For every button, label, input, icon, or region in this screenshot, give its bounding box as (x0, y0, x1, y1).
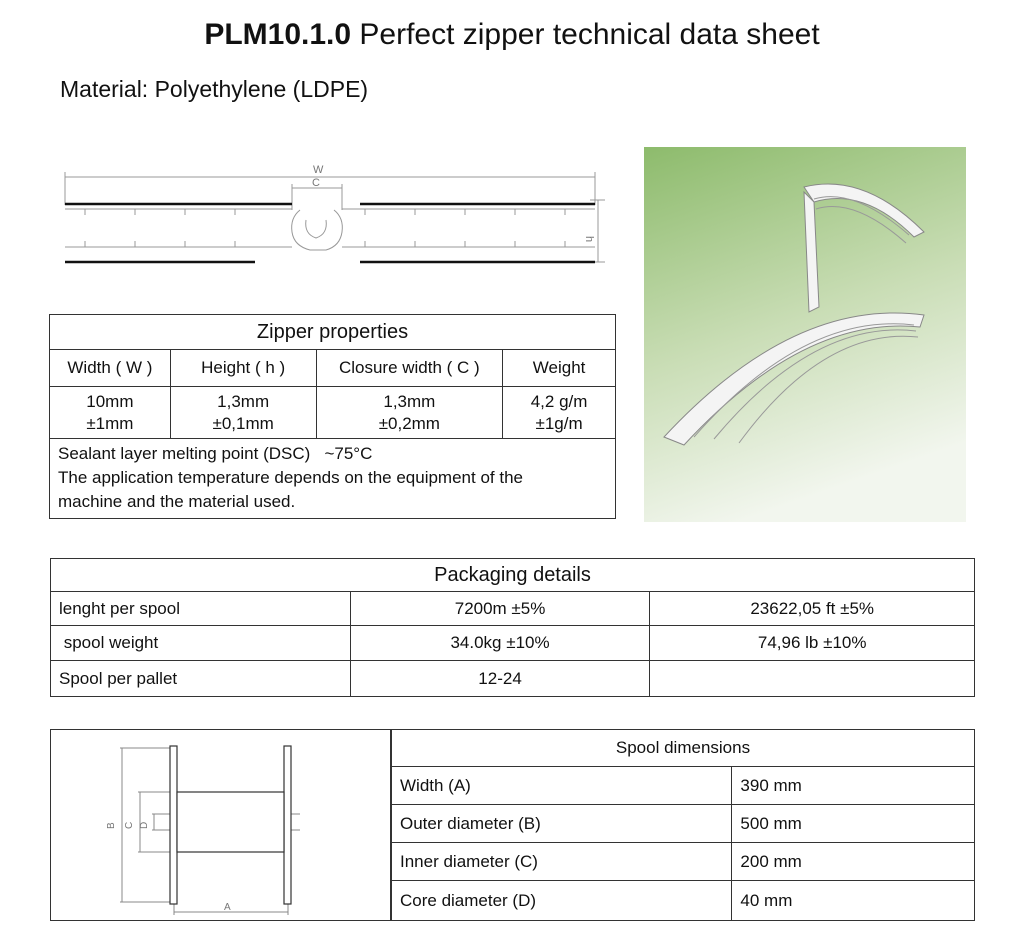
label-c: C (124, 821, 135, 829)
length-metric: 7200m ±5% (350, 592, 650, 626)
length-imperial: 23622,05 ft ±5% (650, 592, 975, 626)
note-line: Sealant layer melting point (DSC) ~75°C (58, 444, 373, 463)
zipper-properties-table (49, 314, 616, 519)
tolerance-text: ±0,2mm (378, 413, 440, 433)
weight-label: spool weight (51, 626, 351, 661)
tolerance-text: ±1g/m (535, 413, 583, 433)
outer-diameter-value: 500 mm (732, 805, 975, 843)
outer-diameter-label: Outer diameter (B) (392, 805, 732, 843)
value-text: 10mm (86, 391, 134, 411)
material-line: Material: Polyethylene (LDPE) (60, 76, 369, 102)
label-h: h (583, 236, 595, 243)
core-diameter-label: Core diameter (D) (392, 881, 732, 921)
value-weight (503, 387, 616, 439)
value-text: 1,3mm (217, 391, 270, 411)
note-line: The application temperature depends on the equipment of the (58, 468, 523, 487)
header-width: Width ( W ) (50, 350, 171, 387)
value-text: 4,2 g/m (530, 391, 588, 411)
value-width (50, 387, 171, 439)
length-label: lenght per spool (51, 592, 351, 626)
label-c: C (312, 177, 320, 189)
label-a: A (224, 902, 231, 913)
header-closure-width: Closure width ( C ) (316, 350, 503, 387)
page-title (0, 18, 1024, 52)
inner-diameter-value: 200 mm (732, 843, 975, 881)
spool-dimensions-title: Spool dimensions (392, 730, 975, 767)
header-weight: Weight (503, 350, 616, 387)
pallet-label: Spool per pallet (51, 661, 351, 697)
title-text: Perfect zipper technical data sheet (351, 18, 820, 51)
packaging-title: Packaging details (51, 559, 975, 592)
pallet-value: 12-24 (350, 661, 650, 697)
pallet-empty (650, 661, 975, 697)
spool-drawing (100, 740, 310, 915)
label-d: D (139, 821, 150, 829)
header-height: Height ( h ) (170, 350, 316, 387)
value-closure-width (316, 387, 503, 439)
spool-dimensions-table (391, 729, 975, 921)
weight-imperial: 74,96 lb ±10% (650, 626, 975, 661)
product-code: PLM10.1.0 (204, 18, 352, 51)
label-b: B (106, 822, 117, 829)
core-diameter-value: 40 mm (732, 881, 975, 921)
value-text: 1,3mm (383, 391, 436, 411)
label-w: W (313, 164, 324, 176)
inner-diameter-label: Inner diameter (C) (392, 843, 732, 881)
packaging-details-table (50, 558, 975, 697)
tolerance-text: ±1mm (86, 413, 134, 433)
weight-metric: 34.0kg ±10% (350, 626, 650, 661)
zipper-properties-title: Zipper properties (50, 315, 616, 350)
tolerance-text: ±0,1mm (212, 413, 274, 433)
spool-width-label: Width (A) (392, 767, 732, 805)
note-line: machine and the material used. (58, 492, 296, 511)
zipper-product-image (644, 147, 966, 522)
melting-point-note (50, 439, 616, 519)
zipper-cross-section-drawing (60, 160, 610, 270)
spool-width-value: 390 mm (732, 767, 975, 805)
value-height (170, 387, 316, 439)
